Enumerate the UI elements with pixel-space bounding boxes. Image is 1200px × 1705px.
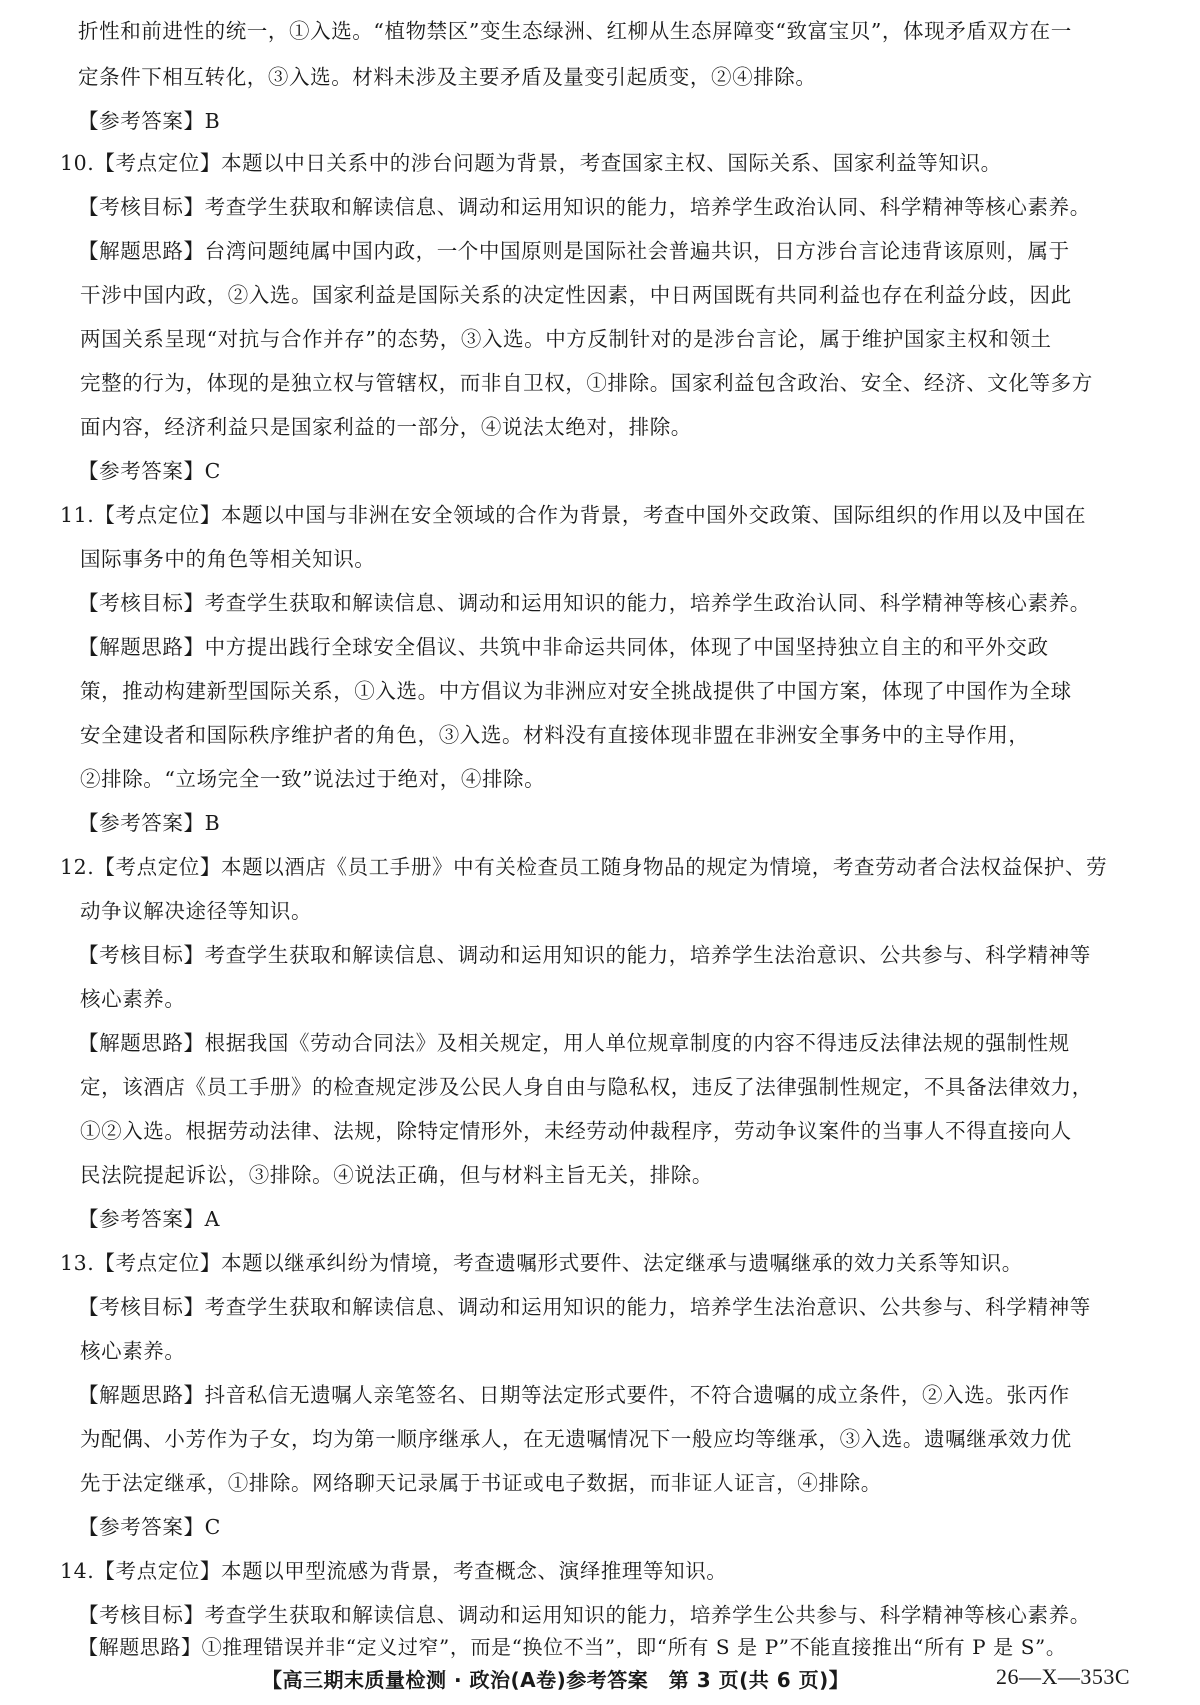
text-line: 国际事务中的角色等相关知识。	[80, 547, 376, 571]
text-line: 【考核目标】考查学生获取和解读信息、调动和运用知识的能力，培养学生公共参与、科学精神等核心素养。	[78, 1603, 1091, 1627]
text-line: 为配偶、小芳作为子女，均为第一顺序继承人，在无遗嘱情况下一般应均等继承，③入选。遗嘱继承效力优	[80, 1427, 1072, 1451]
answer-line: 【参考答案】A	[78, 1207, 221, 1231]
text-line: 【考核目标】考查学生获取和解读信息、调动和运用知识的能力，培养学生政治认同、科学精神等核心素养。	[78, 195, 1091, 219]
page-footer-code: 26—X—353C	[996, 1664, 1131, 1689]
text-line: 【考核目标】考查学生获取和解读信息、调动和运用知识的能力，培养学生法治意识、公共参与、科学精神等	[78, 943, 1091, 967]
question-13-heading: 13.【考点定位】本题以继承纠纷为情境，考查遗嘱形式要件、法定继承与遗嘱继承的效力关系等知识。	[60, 1251, 1023, 1275]
text-line: 折性和前进性的统一，①入选。“植物禁区”变生态绿洲、红柳从生态屏障变“致富宝贝”，体现矛盾双方在一	[78, 19, 1072, 43]
text-line: 干涉中国内政，②入选。国家利益是国际关系的决定性因素，中日两国既有共同利益也存在利益分歧，因此	[80, 283, 1072, 307]
text-line: ②排除。“立场完全一致”说法过于绝对，④排除。	[80, 767, 546, 791]
question-10-heading: 10.【考点定位】本题以中日关系中的涉台问题为背景，考查国家主权、国际关系、国家利益等知识。	[60, 151, 1002, 175]
answer-line: 【参考答案】C	[78, 1515, 221, 1539]
text-line: 核心素养。	[80, 1339, 186, 1363]
question-11-heading: 11.【考点定位】本题以中国与非洲在安全领域的合作为背景，考查中国外交政策、国际组织的作用以及中国在	[60, 503, 1087, 527]
text-line: 策，推动构建新型国际关系，①入选。中方倡议为非洲应对安全挑战提供了中国方案，体现了中国作为全球	[80, 679, 1072, 703]
answer-line: 【参考答案】C	[78, 459, 221, 483]
question-12-heading: 12.【考点定位】本题以酒店《员工手册》中有关检查员工随身物品的规定为情境，考查劳动者合法权益保护、劳	[60, 855, 1108, 879]
text-line: 定，该酒店《员工手册》的检查规定涉及公民人身自由与隐私权，违反了法律强制性规定，不具备法律效力，	[80, 1075, 1093, 1099]
text-line: 安全建设者和国际秩序维护者的角色，③入选。材料没有直接体现非盟在非洲安全事务中的主导作用，	[80, 723, 1030, 747]
answer-line: 【参考答案】B	[78, 811, 221, 835]
answer-line: 【参考答案】B	[78, 109, 221, 133]
text-line: 【解题思路】抖音私信无遗嘱人亲笔签名、日期等法定形式要件，不符合遗嘱的成立条件，②入选。张丙作	[78, 1383, 1070, 1407]
text-line: 民法院提起诉讼，③排除。④说法正确，但与材料主旨无关，排除。	[80, 1163, 713, 1187]
text-line: 【解题思路】①推理错误并非“定义过窄”，而是“换位不当”，即“所有 S 是 P”不能直接推出“所有 P 是 S”。	[78, 1635, 1067, 1659]
text-line: 两国关系呈现“对抗与合作并存”的态势，③入选。中方反制针对的是涉台言论，属于维护国家主权和领土	[80, 327, 1052, 351]
text-line: 【解题思路】台湾问题纯属中国内政，一个中国原则是国际社会普遍共识，日方涉台言论违背该原则，属于	[78, 239, 1070, 263]
text-line: 【考核目标】考查学生获取和解读信息、调动和运用知识的能力，培养学生政治认同、科学精神等核心素养。	[78, 591, 1091, 615]
text-line: 动争议解决途径等知识。	[80, 899, 313, 923]
text-line: 【解题思路】中方提出践行全球安全倡议、共筑中非命运共同体，体现了中国坚持独立自主的和平外交政	[78, 635, 1049, 659]
text-line: 【解题思路】根据我国《劳动合同法》及相关规定，用人单位规章制度的内容不得违反法律法规的强制性规	[78, 1031, 1070, 1055]
text-line: ①②入选。根据劳动法律、法规，除特定情形外，未经劳动仲裁程序，劳动争议案件的当事人不得直接向人	[80, 1119, 1072, 1143]
text-line: 面内容，经济利益只是国家利益的一部分，④说法太绝对，排除。	[80, 415, 692, 439]
text-line: 核心素养。	[80, 987, 186, 1011]
text-line: 先于法定继承，①排除。网络聊天记录属于书证或电子数据，而非证人证言，④排除。	[80, 1471, 882, 1495]
question-14-heading: 14.【考点定位】本题以甲型流感为背景，考查概念、演绎推理等知识。	[60, 1559, 728, 1583]
text-line: 定条件下相互转化，③入选。材料未涉及主要矛盾及量变引起质变，②④排除。	[78, 65, 817, 89]
page-footer-title: 【高三期末质量检测 · 政治(A卷)参考答案 第 3 页(共 6 页)】	[262, 1668, 850, 1692]
text-line: 【考核目标】考查学生获取和解读信息、调动和运用知识的能力，培养学生法治意识、公共参与、科学精神等	[78, 1295, 1091, 1319]
text-line: 完整的行为，体现的是独立权与管辖权，而非自卫权，①排除。国家利益包含政治、安全、经济、文化等多方	[80, 371, 1093, 395]
